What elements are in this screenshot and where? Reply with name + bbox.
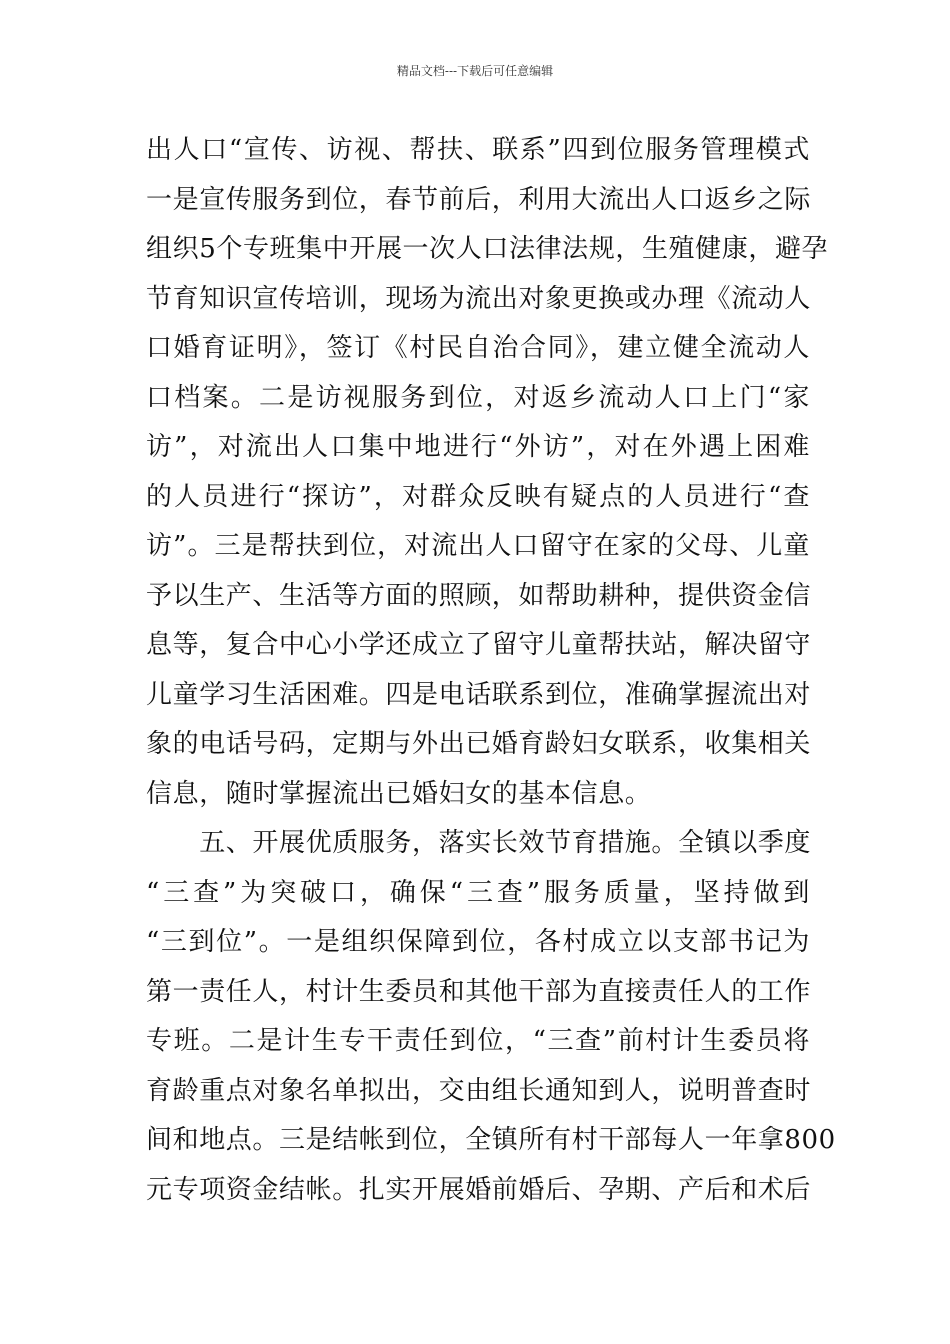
text-line: 息等，复合中心小学还成立了留守儿童帮扶站，解决留守 [146,630,812,660]
body-text [146,126,836,1215]
text-line: 间和地点。三是结帐到位，全镇所有村干部每人一年拿800 [146,1125,836,1155]
page-header: 精品文档---下载后可任意编辑 [396,64,554,78]
text-line: 信息，随时掌握流出已婚妇女的基本信息。 [146,778,652,809]
text-line: 象的电话号码，定期与外出已婚育龄妇女联系，收集相关 [146,729,812,759]
text-line: 组织5个专班集中开展一次人口法律法规，生殖健康，避孕 [146,234,829,264]
text-line: 第一责任人，村计生委员和其他干部为直接责任人的工作 [146,976,812,1007]
text-line: 的人员进行“探访”，对群众反映有疑点的人员进行“查 [146,481,810,512]
text-line: “三到位”。一是组织保障到位，各村成立以支部书记为 [146,927,810,957]
text-line: 元专项资金结帐。扎实开展婚前婚后、孕期、产后和术后 [146,1174,812,1205]
text-line: 专班。二是计生专干责任到位，“三查”前村计生委员将 [146,1026,810,1056]
text-line: “三查”为突破口，确保“三查”服务质量，坚持做到 [146,877,810,908]
text-line: 节育知识宣传培训，现场为流出对象更换或办理《流动人 [146,283,812,314]
text-line: 一是宣传服务到位，春节前后，利用大流出人口返乡之际 [146,184,812,215]
text-line: 访”。三是帮扶到位，对流出人口留守在家的父母、儿童 [146,531,810,561]
text-line: 予以生产、生活等方面的照顾，如帮助耕种，提供资金信 [146,580,812,611]
text-line: 访”，对流出人口集中地进行“外访”，对在外遇上困难 [146,432,810,462]
text-line: 口婚育证明》，签订《村民自治合同》，建立健全流动人 [146,333,810,363]
text-line: 五、开展优质服务，落实长效节育措施。全镇以季度 [146,828,812,858]
text-line: 口档案。二是访视服务到位，对返乡流动人口上门“家 [146,382,810,413]
text-line: 儿童学习生活困难。四是电话联系到位，准确掌握流出对 [146,679,812,710]
text-line: 育龄重点对象名单拟出，交由组长通知到人，说明普查时 [146,1075,812,1106]
text-line: 出人口“宣传、访视、帮扶、联系”四到位服务管理模式 [146,135,810,165]
